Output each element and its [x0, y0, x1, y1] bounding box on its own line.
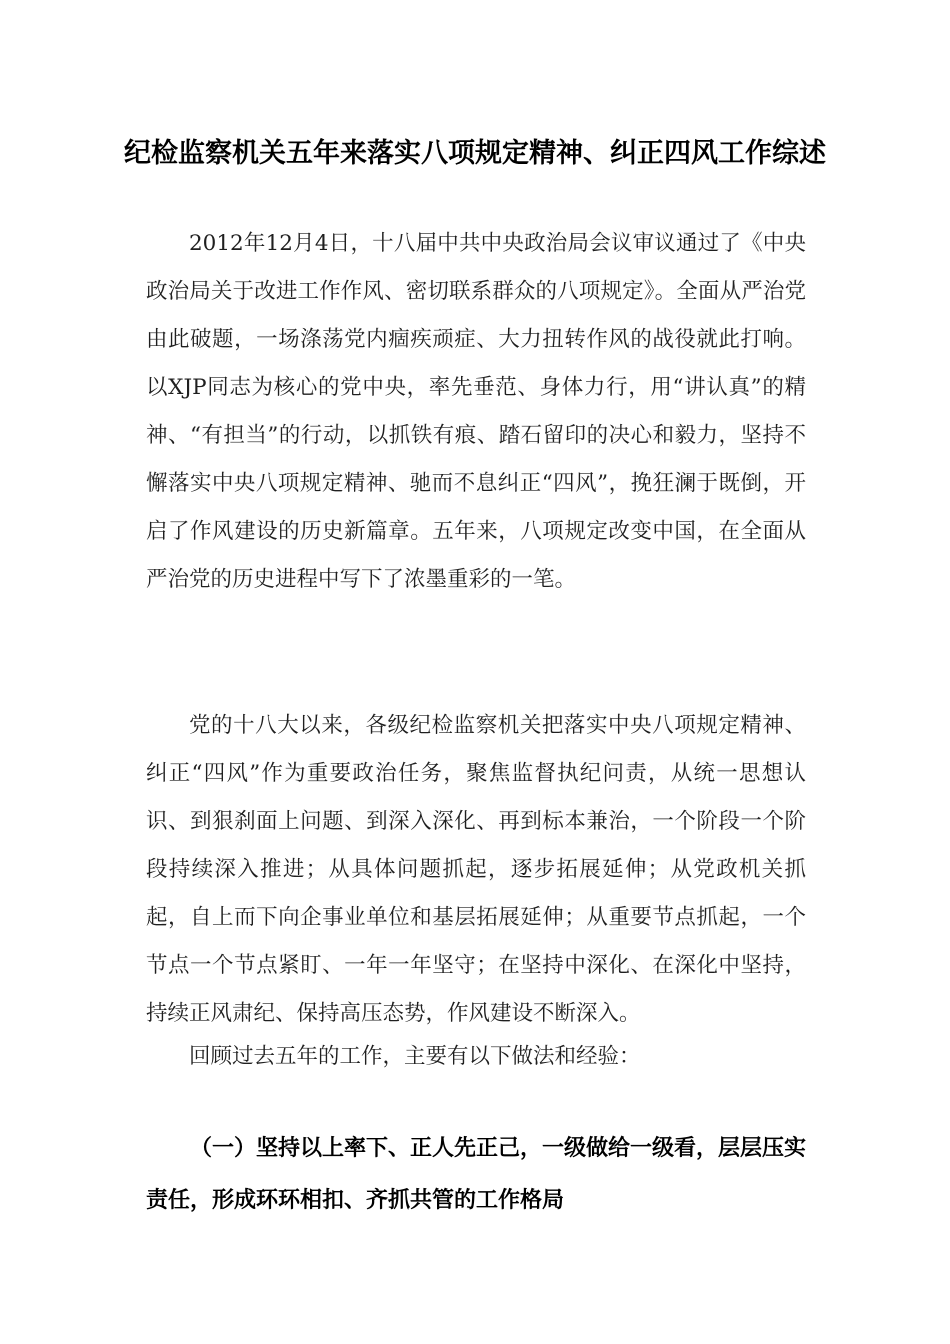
section-heading-one: （一）坚持以上率下、正人先正己，一级做给一级看，层层压实责任，形成环环相扣、齐抓共管的工作格局 — [146, 1135, 807, 1213]
paragraph-overview: 党的十八大以来，各级纪检监察机关把落实中央八项规定精神、纠正“四风”作为重要政治任务，聚焦监督执纪问责，从统一思想认识、到狠刹面上问题、到深入深化、再到标本兼治，一个阶段一个阶段持续深入推进；从具体问题抓起，逐步拓展延伸；从党政机关抓起，自上而下向企事业单位和基层拓展延伸；从重要节点抓起，一个节点一个节点紧盯、一年一年坚守；在坚持中深化、在深化中坚持，持续正风肃纪、保持高压态势，作风建设不断深入。 — [146, 713, 806, 1026]
paragraph-review: 回顾过去五年的工作，主要有以下做法和经验： — [189, 1044, 641, 1069]
paragraph-intro: 2012年12月4日，十八届中共中央政治局会议审议通过了《中央政治局关于改进工作作风、密切联系群众的八项规定》。全面从严治党由此破题，一场涤荡党内痼疾顽症、大力扭转作风的战役就此打响。以XJP同志为核心的党中央，率先垂范、身体力行，用“讲认真”的精神、“有担当”的行动，以抓铁有痕、踏石留印的决心和毅力，坚持不懈落实中央八项规定精神、驰而不息纠正“四风”，挽狂澜于既倒，开启了作风建设的历史新篇章。五年来，八项规定改变中国，在全面从严治党的历史进程中写下了浓墨重彩的一笔。 — [146, 231, 806, 592]
document-title: 纪检监察机关五年来落实八项规定精神、纠正四风工作综述 — [124, 138, 826, 169]
